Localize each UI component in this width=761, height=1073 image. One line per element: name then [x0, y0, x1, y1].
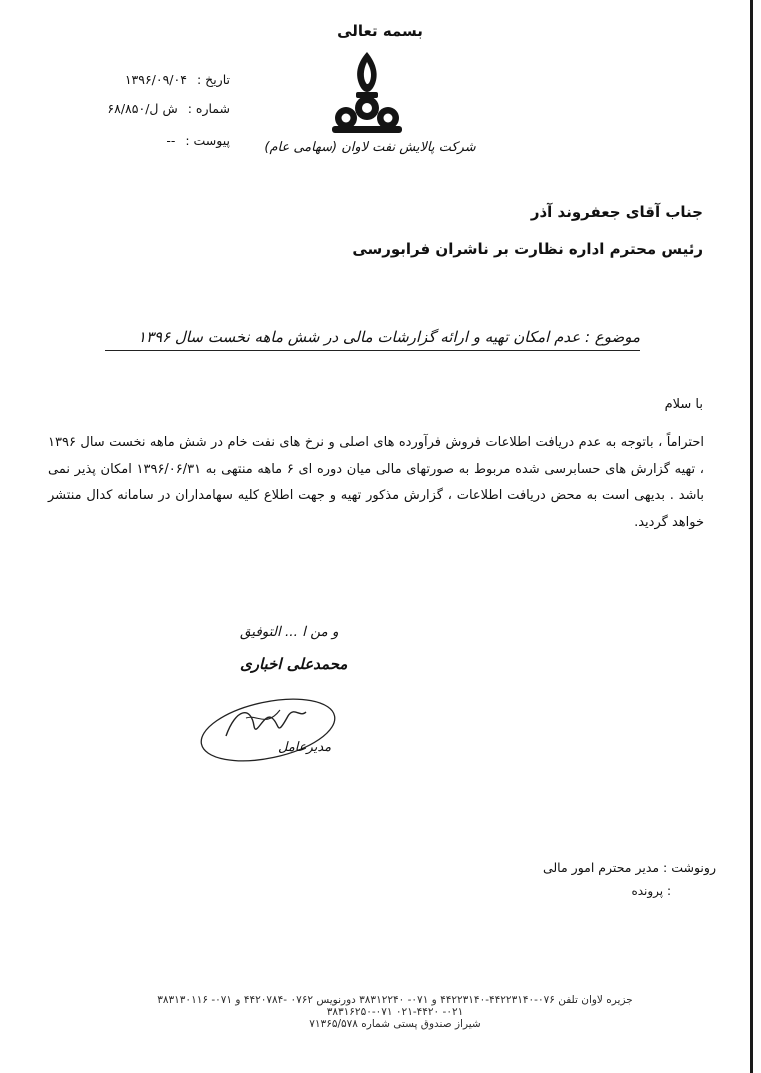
number-line: [70, 101, 230, 116]
attachment-line: [70, 133, 230, 148]
footer-postal: شیراز صندوق پستی شماره ۷۱۳۶۵/۵۷۸: [309, 1018, 481, 1030]
letter-body: احتراماً ، باتوجه به عدم دریافت اطلاعات فروش فرآورده های اصلی و نرخ های نفت خام در شش ماهه نخست سال ۱۳۹۶ ، تهیه گزارش های حسابرسی شده مربوط به صورتهای مالی میان دوره ای ۶ ماهه منتهی به ۱۳۹۶/۰۶/۳۱ امکان پذیر نمی باشد . بدیهی است به محض دریافت اطلاعات ، گزارش مذکور تهیه و جهت اطلاع کلیه سهامداران در سامانه کدال منتشر خواهد گردید.: [48, 435, 704, 530]
company-name: شرکت پالایش نفت لاوان (سهامی عام): [264, 140, 476, 155]
subject-line: موضوع : عدم امکان تهیه و ارائه گزارشات مالی در شش ماهه نخست سال ۱۳۹۶: [105, 328, 640, 351]
number-label: شماره :: [187, 101, 230, 116]
date-value: ۱۳۹۶/۰۹/۰۴: [124, 72, 187, 87]
signatory-name: محمدعلی اخباری: [240, 655, 348, 673]
signature-icon: [196, 688, 346, 768]
date-label: تاریخ :: [196, 72, 230, 87]
addressee-title: رئیس محترم اداره نظارت بر ناشران فرابورسی: [352, 240, 703, 258]
bismillah-heading: بسمه تعالی: [337, 22, 423, 40]
greeting: با سلام: [664, 397, 703, 412]
signatory-title: مدیرعامل: [278, 740, 332, 755]
footer-contact: جزیره لاوان تلفن ۰۷۶-۴۴۲۲۳۱۴۰-۴۴۲۲۳۱۴۰ و ۰۷۱- ۳۸۳۱۲۲۴۰ دورنویس ۰۷۶۲ -۴۴۲۰۷۸۴ و ۰۷۱- ۳۸۳۱۳۰۱۱۶ ۰۲۱- ۴۴۲۰-۰۲۱ ۰۷۱-۳۸۳۱۶۲۵۰: [157, 994, 633, 1018]
cc-line: رونوشت : مدیر محترم امور مالی: [542, 860, 716, 875]
addressee-name: جناب آقای جعفروند آذر: [530, 203, 703, 221]
company-logo-icon: [322, 48, 412, 138]
cc-file-line: : پرونده: [631, 884, 671, 898]
closing-phrase: و من ا ... التوفیق: [240, 624, 339, 640]
number-value: ش ل/۶۸/۸۵۰: [107, 101, 178, 116]
attachment-label: پیوست :: [185, 133, 230, 148]
attachment-value: --: [166, 133, 176, 148]
date-line: [70, 72, 230, 87]
page-edge: [750, 0, 753, 1073]
